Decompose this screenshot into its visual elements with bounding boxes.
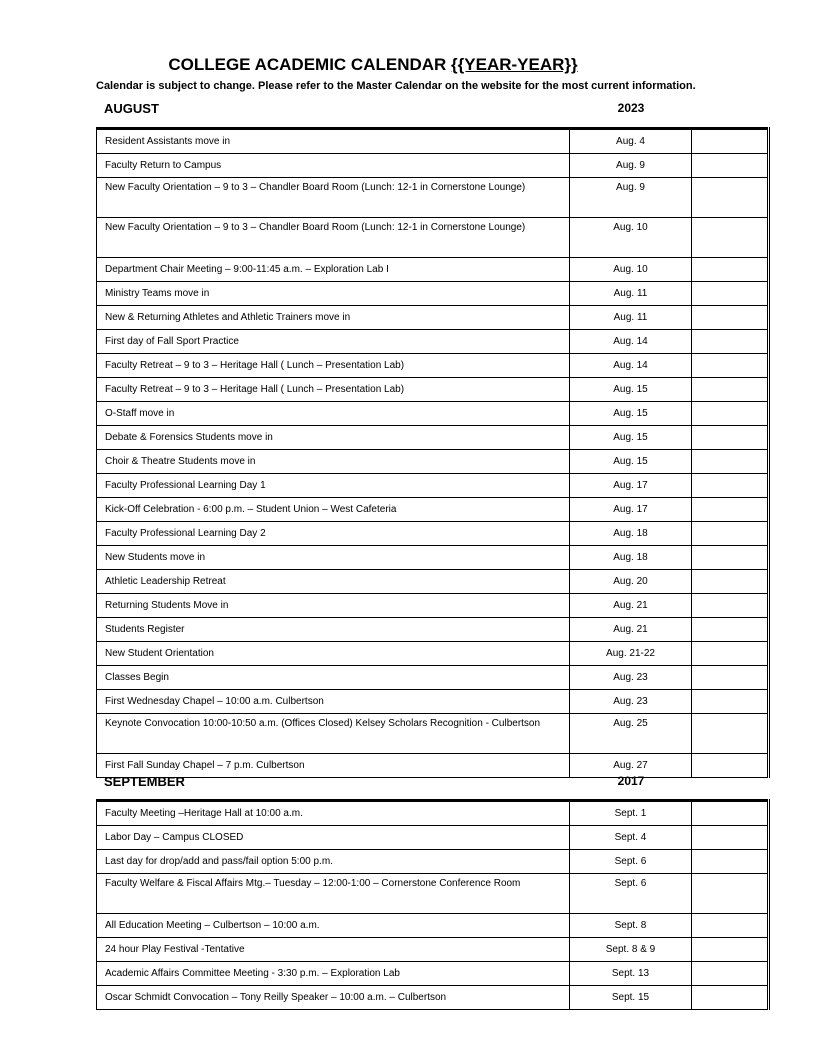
table-row xyxy=(97,450,769,474)
event-cell: Department Chair Meeting – 9:00-11:45 a.m. – Exploration Lab I xyxy=(97,258,570,282)
table-row xyxy=(97,874,769,914)
date-cell: Aug. 10 xyxy=(570,218,692,258)
event-cell: O-Staff move in xyxy=(97,402,570,426)
notes-cell xyxy=(692,330,769,354)
event-cell: First Fall Sunday Chapel – 7 p.m. Culbertson xyxy=(97,754,570,778)
august-events-table xyxy=(96,127,770,778)
event-cell: Debate & Forensics Students move in xyxy=(97,426,570,450)
date-cell: Aug. 21 xyxy=(570,618,692,642)
notes-cell xyxy=(692,570,769,594)
table-row xyxy=(97,801,769,826)
notes-cell xyxy=(692,642,769,666)
section-year-august: 2023 xyxy=(617,101,645,115)
table-row xyxy=(97,218,769,258)
notes-cell xyxy=(692,714,769,754)
date-cell: Aug. 23 xyxy=(570,666,692,690)
notes-cell xyxy=(692,378,769,402)
date-cell: Aug. 15 xyxy=(570,426,692,450)
event-cell: Faculty Retreat – 9 to 3 – Heritage Hall ( Lunch – Presentation Lab) xyxy=(97,378,570,402)
notes-cell xyxy=(692,402,769,426)
notes-cell xyxy=(692,914,769,938)
notes-cell xyxy=(692,218,769,258)
notes-cell xyxy=(692,594,769,618)
table-row xyxy=(97,986,769,1010)
date-cell: Sept. 13 xyxy=(570,962,692,986)
table-row xyxy=(97,522,769,546)
event-cell: First day of Fall Sport Practice xyxy=(97,330,570,354)
notes-cell xyxy=(692,986,769,1010)
notes-cell xyxy=(692,850,769,874)
event-cell: Faculty Professional Learning Day 1 xyxy=(97,474,570,498)
table-row xyxy=(97,570,769,594)
date-cell: Sept. 8 xyxy=(570,914,692,938)
event-cell: Faculty Return to Campus xyxy=(97,154,570,178)
table-row xyxy=(97,354,769,378)
notes-cell xyxy=(692,178,769,218)
date-cell: Aug. 9 xyxy=(570,154,692,178)
event-cell: Kick-Off Celebration - 6:00 p.m. – Student Union – West Cafeteria xyxy=(97,498,570,522)
date-cell: Aug. 18 xyxy=(570,546,692,570)
notes-cell xyxy=(692,666,769,690)
event-cell: Keynote Convocation 10:00-10:50 a.m. (Offices Closed) Kelsey Scholars Recognition - Culbertson xyxy=(97,714,570,754)
table-row xyxy=(97,474,769,498)
table-row xyxy=(97,850,769,874)
date-cell: Sept. 6 xyxy=(570,874,692,914)
section-year-september: 2017 xyxy=(617,774,645,788)
notes-cell xyxy=(692,154,769,178)
event-cell: New Student Orientation xyxy=(97,642,570,666)
event-cell: Faculty Professional Learning Day 2 xyxy=(97,522,570,546)
notes-cell xyxy=(692,874,769,914)
table-row xyxy=(97,129,769,154)
date-cell: Aug. 15 xyxy=(570,450,692,474)
notes-cell xyxy=(692,546,769,570)
notes-cell xyxy=(692,826,769,850)
date-cell: Aug. 14 xyxy=(570,330,692,354)
event-cell: New Students move in xyxy=(97,546,570,570)
table-row xyxy=(97,826,769,850)
date-cell: Aug. 23 xyxy=(570,690,692,714)
date-cell: Aug. 4 xyxy=(570,129,692,154)
event-cell: Classes Begin xyxy=(97,666,570,690)
date-cell: Sept. 6 xyxy=(570,850,692,874)
table-row xyxy=(97,402,769,426)
date-cell: Aug. 21 xyxy=(570,594,692,618)
notes-cell xyxy=(692,754,769,778)
notes-cell xyxy=(692,962,769,986)
notes-cell xyxy=(692,306,769,330)
section-month-august: AUGUST xyxy=(104,101,159,116)
date-cell: Aug. 11 xyxy=(570,306,692,330)
event-cell: New & Returning Athletes and Athletic Trainers move in xyxy=(97,306,570,330)
notes-cell xyxy=(692,474,769,498)
event-cell: Resident Assistants move in xyxy=(97,129,570,154)
september-events-table xyxy=(96,799,770,1010)
event-cell: Returning Students Move in xyxy=(97,594,570,618)
event-cell: New Faculty Orientation – 9 to 3 – Chandler Board Room (Lunch: 12-1 in Cornerstone Lounge) xyxy=(97,178,570,218)
title-year-placeholder: {{YEAR-YEAR}} xyxy=(451,55,578,74)
table-row xyxy=(97,282,769,306)
notes-cell xyxy=(692,498,769,522)
date-cell: Aug. 25 xyxy=(570,714,692,754)
notes-cell xyxy=(692,938,769,962)
table-row xyxy=(97,178,769,218)
table-row xyxy=(97,378,769,402)
notes-cell xyxy=(692,690,769,714)
title-text: COLLEGE ACADEMIC CALENDAR xyxy=(168,55,452,74)
notes-cell xyxy=(692,618,769,642)
event-cell: Students Register xyxy=(97,618,570,642)
event-cell: Faculty Welfare & Fiscal Affairs Mtg.– Tuesday – 12:00-1:00 – Cornerstone Conference Room xyxy=(97,874,570,914)
table-row xyxy=(97,330,769,354)
table-row xyxy=(97,426,769,450)
section-month-september: SEPTEMBER xyxy=(104,774,185,789)
table-row xyxy=(97,546,769,570)
date-cell: Sept. 8 & 9 xyxy=(570,938,692,962)
event-cell: Academic Affairs Committee Meeting - 3:30 p.m. – Exploration Lab xyxy=(97,962,570,986)
table-row xyxy=(97,594,769,618)
date-cell: Sept. 15 xyxy=(570,986,692,1010)
date-cell: Aug. 27 xyxy=(570,754,692,778)
date-cell: Aug. 17 xyxy=(570,474,692,498)
table-row xyxy=(97,714,769,754)
table-row xyxy=(97,938,769,962)
calendar-disclaimer: Calendar is subject to change. Please refer to the Master Calendar on the website for the most current information. xyxy=(96,80,696,92)
event-cell: Labor Day – Campus CLOSED xyxy=(97,826,570,850)
event-cell: Oscar Schmidt Convocation – Tony Reilly Speaker – 10:00 a.m. – Culbertson xyxy=(97,986,570,1010)
event-cell: 24 hour Play Festival -Tentative xyxy=(97,938,570,962)
table-row xyxy=(97,690,769,714)
table-row xyxy=(97,962,769,986)
date-cell: Aug. 11 xyxy=(570,282,692,306)
date-cell: Aug. 21-22 xyxy=(570,642,692,666)
notes-cell xyxy=(692,354,769,378)
date-cell: Aug. 17 xyxy=(570,498,692,522)
notes-cell xyxy=(692,426,769,450)
event-cell: Faculty Meeting –Heritage Hall at 10:00 a.m. xyxy=(97,801,570,826)
date-cell: Aug. 9 xyxy=(570,178,692,218)
notes-cell xyxy=(692,450,769,474)
table-row xyxy=(97,154,769,178)
event-cell: Last day for drop/add and pass/fail option 5:00 p.m. xyxy=(97,850,570,874)
date-cell: Aug. 15 xyxy=(570,378,692,402)
table-row xyxy=(97,642,769,666)
notes-cell xyxy=(692,258,769,282)
date-cell: Sept. 4 xyxy=(570,826,692,850)
event-cell: Choir & Theatre Students move in xyxy=(97,450,570,474)
table-row xyxy=(97,666,769,690)
table-row xyxy=(97,618,769,642)
event-cell: Faculty Retreat – 9 to 3 – Heritage Hall ( Lunch – Presentation Lab) xyxy=(97,354,570,378)
page-title xyxy=(0,55,746,75)
table-row xyxy=(97,914,769,938)
event-cell: Ministry Teams move in xyxy=(97,282,570,306)
date-cell: Aug. 14 xyxy=(570,354,692,378)
notes-cell xyxy=(692,801,769,826)
date-cell: Aug. 18 xyxy=(570,522,692,546)
date-cell: Aug. 20 xyxy=(570,570,692,594)
table-row xyxy=(97,306,769,330)
event-cell: First Wednesday Chapel – 10:00 a.m. Culbertson xyxy=(97,690,570,714)
event-cell: New Faculty Orientation – 9 to 3 – Chandler Board Room (Lunch: 12-1 in Cornerstone Lounge) xyxy=(97,218,570,258)
event-cell: Athletic Leadership Retreat xyxy=(97,570,570,594)
date-cell: Aug. 15 xyxy=(570,402,692,426)
table-row xyxy=(97,498,769,522)
table-row xyxy=(97,258,769,282)
notes-cell xyxy=(692,522,769,546)
notes-cell xyxy=(692,129,769,154)
date-cell: Sept. 1 xyxy=(570,801,692,826)
event-cell: All Education Meeting – Culbertson – 10:00 a.m. xyxy=(97,914,570,938)
notes-cell xyxy=(692,282,769,306)
date-cell: Aug. 10 xyxy=(570,258,692,282)
